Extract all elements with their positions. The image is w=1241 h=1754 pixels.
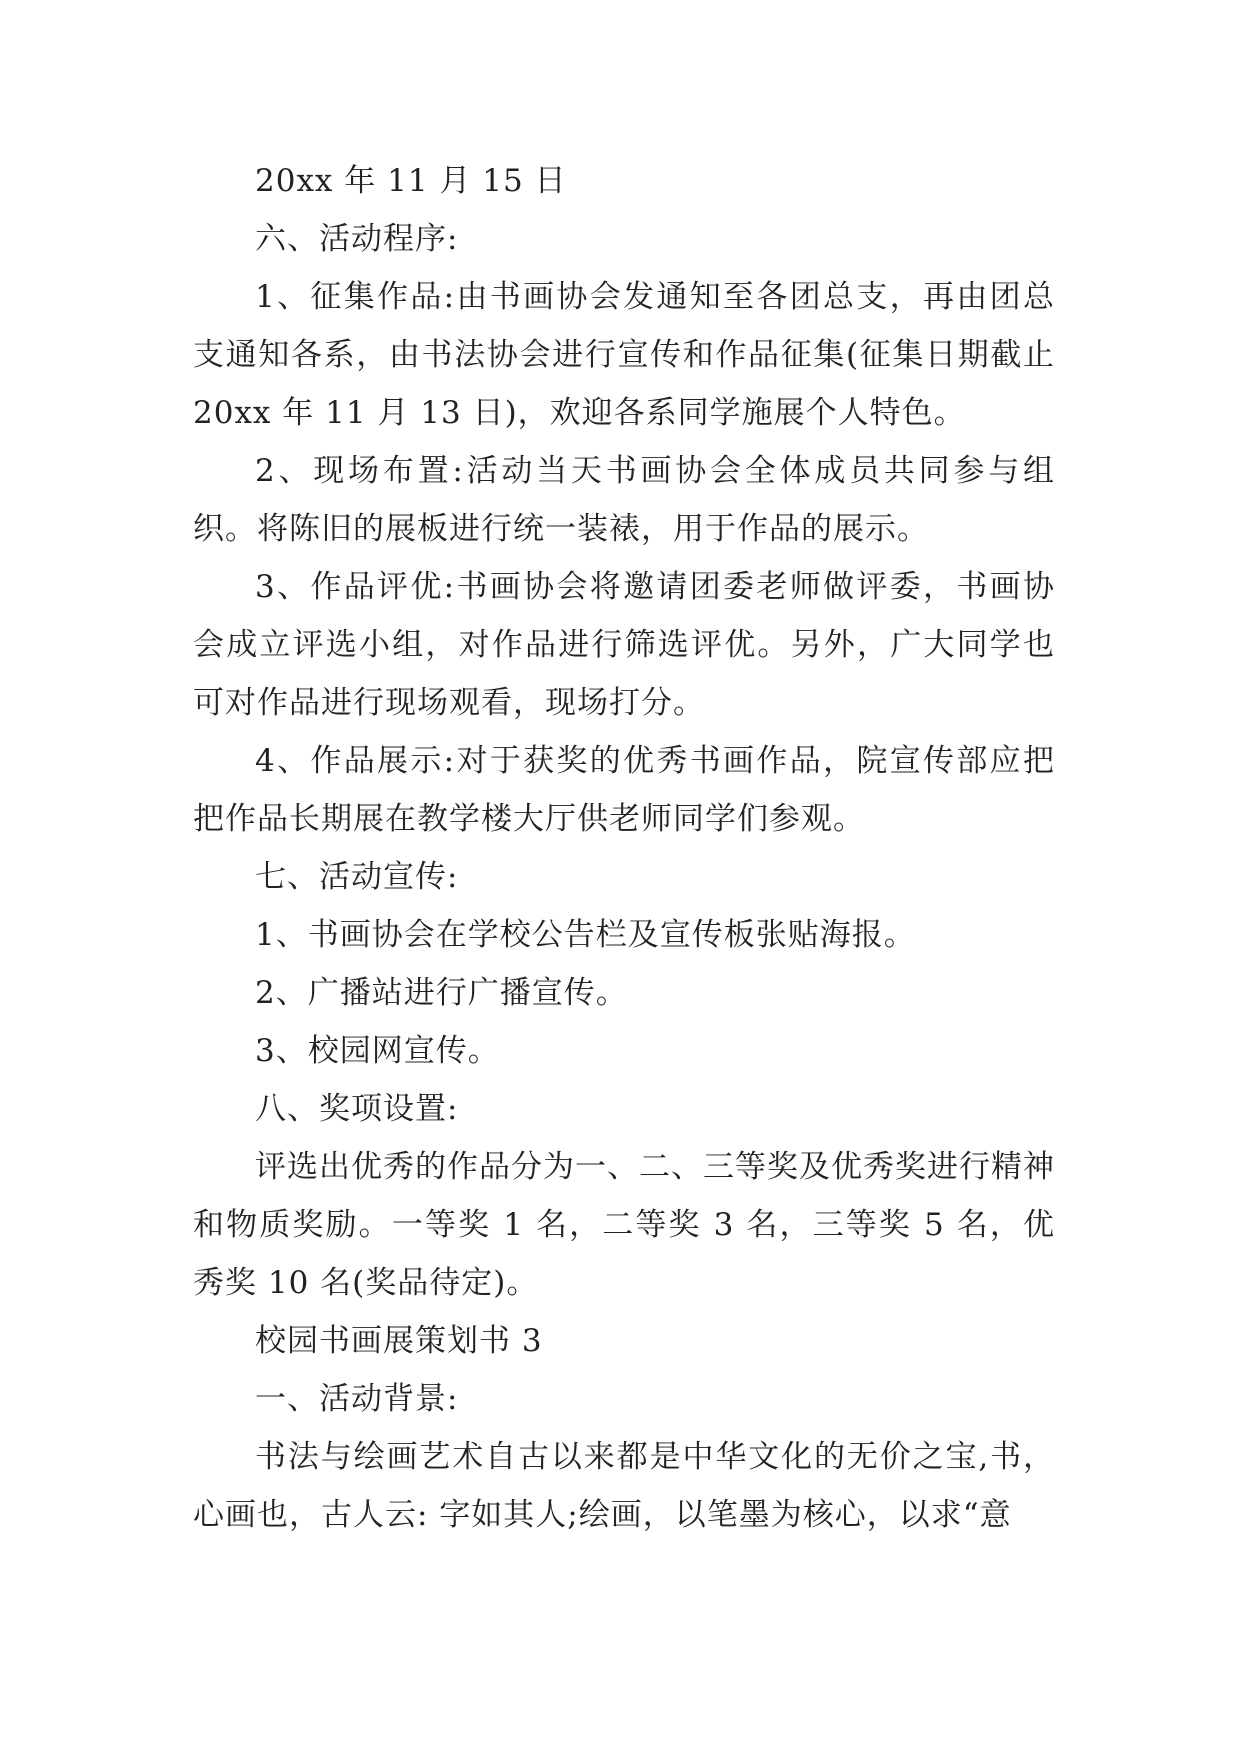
paragraph-background: 书法与绘画艺术自古以来都是中华文化的无价之宝,书，心画也，古人云: 字如其人;绘画，以笔墨为核心，以求“意	[193, 1439, 1055, 1533]
paragraph-broadcast: 2、广播站进行广播宣传。	[255, 975, 628, 1011]
paragraph-exhibition: 4、作品展示:对于获奖的优秀书画作品，院宣传部应把把作品长期展在教学楼大厅供老师同学们参观。	[193, 743, 1055, 837]
paragraph-awards: 评选出优秀的作品分为一、二、三等奖及优秀奖进行精神和物质奖励。一等奖 1 名，二等奖 3 名，三等奖 5 名，优秀奖 10 名(奖品待定)。	[193, 1149, 1055, 1301]
paragraph-venue-setup: 2、现场布置:活动当天书画协会全体成员共同参与组织。将陈旧的展板进行统一装裱，用于作品的展示。	[193, 453, 1055, 547]
section-heading-background: 一、活动背景:	[255, 1381, 459, 1417]
document-page	[193, 152, 1055, 1544]
paragraph-collect-works: 1、征集作品:由书画协会发通知至各团总支，再由团总支通知各系，由书法协会进行宣传和作品征集(征集日期截止 20xx 年 11 月 13 日)，欢迎各系同学施展个人特色。	[193, 279, 1055, 431]
paragraph-posters: 1、书画协会在学校公告栏及宣传板张贴海报。	[255, 917, 916, 953]
document-title-3: 校园书画展策划书 3	[255, 1323, 543, 1359]
section-heading-publicity: 七、活动宣传:	[255, 859, 459, 895]
section-heading-awards: 八、奖项设置:	[255, 1091, 459, 1127]
paragraph-judging: 3、作品评优:书画协会将邀请团委老师做评委，书画协会成立评选小组，对作品进行筛选评优。另外，广大同学也可对作品进行现场观看，现场打分。	[193, 569, 1055, 721]
date-line: 20xx 年 11 月 15 日	[255, 163, 567, 199]
section-heading-procedure: 六、活动程序:	[255, 221, 459, 257]
paragraph-campus-web: 3、校园网宣传。	[255, 1033, 500, 1069]
